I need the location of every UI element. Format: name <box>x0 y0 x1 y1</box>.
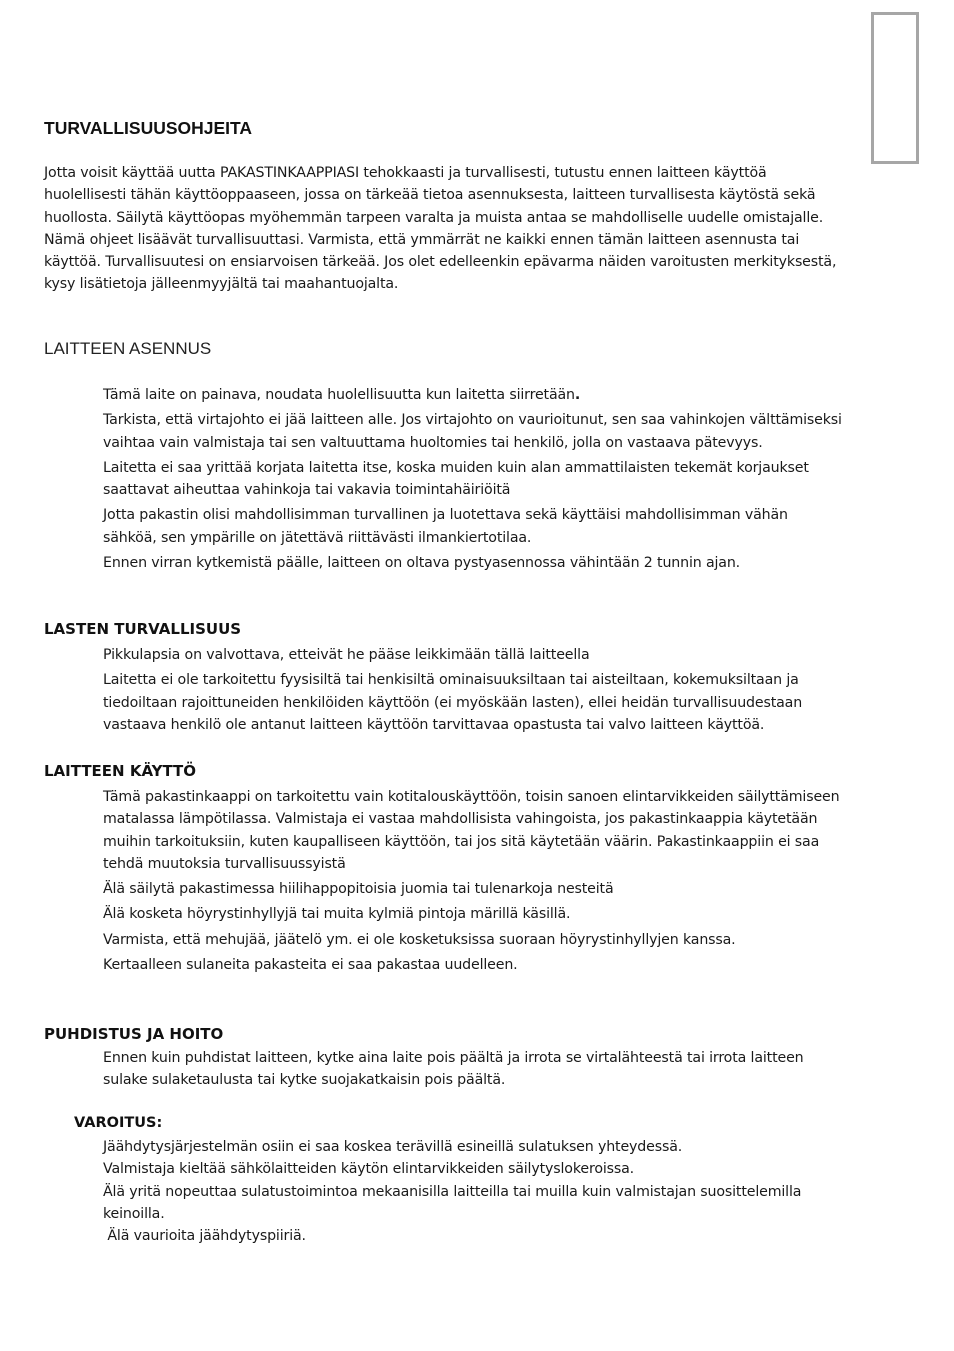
list-item: Valmistaja kieltää sähkölaitteiden käytön elintarvikkeiden säilytyslokeroissa. <box>103 1161 635 1178</box>
language-tab-marker <box>871 12 919 164</box>
list-item: Jäähdytysjärjestelmän osiin ei saa koskea terävillä esineillä sulatuksen yhteydessä. <box>103 1139 683 1155</box>
cleaning-list <box>103 1047 843 1095</box>
list-item: Älä vaurioita jäähdytyspiiriä. <box>103 1228 306 1245</box>
installation-list <box>103 384 843 577</box>
children-safety-heading: LASTEN TURVALLISUUS <box>44 620 242 638</box>
usage-list <box>103 786 843 979</box>
list-item: Pikkulapsia on valvottava, etteivät he pääse leikkimään tällä laitteella <box>103 647 590 663</box>
list-item: Laitetta ei ole tarkoitettu fyysisiltä tai henkisiltä ominaisuuksiltaan tai aisteiltaan, kokemuksiltaan ja tiedoiltaan rajoittuneiden henkilöiden käyttöön (ei myöskään lasten), ellei heidän turvallisuudestaan vastaava henkilö ole antanut laitteen käyttöön tarvittavaa opastusta tai valvo laitteen käyttöä. <box>103 672 803 733</box>
usage-heading: LAITTEEN KÄYTTÖ <box>44 762 197 780</box>
list-item: Laitetta ei saa yrittää korjata laitetta itse, koska muiden kuin alan ammattilaisten tekemät korjaukset saattavat aiheuttaa vahinkoja tai vakavia toimintahäiriöitä <box>103 459 809 499</box>
page-title: TURVALLISUUSOHJEITA <box>44 118 253 138</box>
list-item: Kertaalleen sulaneita pakasteita ei saa pakastaa uudelleen. <box>103 957 518 974</box>
list-item: Älä kosketa höyrystinhyllyjä tai muita kylmiä pintoja märillä käsillä. <box>103 906 571 923</box>
list-item: Älä yritä nopeuttaa sulatustoimintoa mekaanisilla laitteilla tai muilla kuin valmistajan suosittelemilla keinoilla. <box>103 1183 802 1222</box>
list-item: Tarkista, että virtajohto ei jää laitteen alle. Jos virtajohto on vaurioitunut, sen saa vahinkojen välttämiseksi vaihtaa vain valmistaja tai sen valtuuttama huoltomies tai henkilö, jolla on vastaava pätevyys. <box>103 412 842 451</box>
intro-paragraph: Jotta voisit käyttää uutta PAKASTINKAAPPIASI tehokkaasti ja turvallisesti, tutustu ennen laitteen käyttöä huolellisesti tähän käyttöoppaaseen, jossa on tärkeää tietoa asennuksesta, laitteen turvallisesta käytöstä sekä huollosta. Säilytä käyttöopas myöhemmän tarpeen varalta ja muista antaa se mahdolliselle uudelle omistajalle. Nämä ohjeet lisäävät turvallisuuttasi. Varmista, että ymmärrät ne kaikki ennen tämän laitteen asennusta tai käyttöä. Turvallisuutesi on ensiarvoisen tärkeää. Jos olet edelleenkin epävarma näiden varoitusten merkityksestä, kysy lisätietoja jälleenmyyjältä tai maahantuojalta. <box>44 165 837 293</box>
warning-list <box>103 1136 843 1247</box>
list-item: Tämä pakastinkaappi on tarkoitettu vain kotitalouskäyttöön, toisin sanoen elintarvikkeiden säilyttämiseen matalassa lämpötilassa. Valmistaja ei vastaa mahdollisista vahingoista, jos pakastinkaappia käytetään muihin tarkoituksiin, kuten kaupalliseen käyttöön, tai jos sitä käytetään väärin. Pakastinkaappiin ei saa tehdä muutoksia turvallisuussyistä <box>103 789 840 872</box>
list-item: Ennen virran kytkemistä päälle, laitteen on oltava pystyasennossa vähintään 2 tunnin ajan. <box>103 555 741 572</box>
list-item: Tämä laite on painava, noudata huolellisuutta kun laitetta siirretään. <box>103 387 581 403</box>
list-item: Jotta pakastin olisi mahdollisimman turvallinen ja luotettava sekä käyttäisi mahdollisimman vähän sähköä, sen ympärille on jätettävä riittävästi ilmankiertotilaa. <box>103 507 788 546</box>
list-item: Ennen kuin puhdistat laitteen, kytke aina laite pois päältä ja irrota se virtalähteestä tai irrota laitteen sulake sulaketaulusta tai kytke suojakatkaisin pois päältä. <box>103 1050 804 1089</box>
installation-heading: LAITTEEN ASENNUS <box>44 339 212 358</box>
cleaning-heading: PUHDISTUS JA HOITO <box>44 1025 224 1043</box>
list-item: Varmista, että mehujää, jäätelö ym. ei ole kosketuksissa suoraan höyrystinhyllyjen kanssa. <box>103 931 736 948</box>
list-item: Älä säilytä pakastimessa hiilihappopitoisia juomia tai tulenarkoja nesteitä <box>103 881 614 898</box>
warning-heading: VAROITUS: <box>74 1115 163 1131</box>
children-safety-list <box>103 644 843 739</box>
